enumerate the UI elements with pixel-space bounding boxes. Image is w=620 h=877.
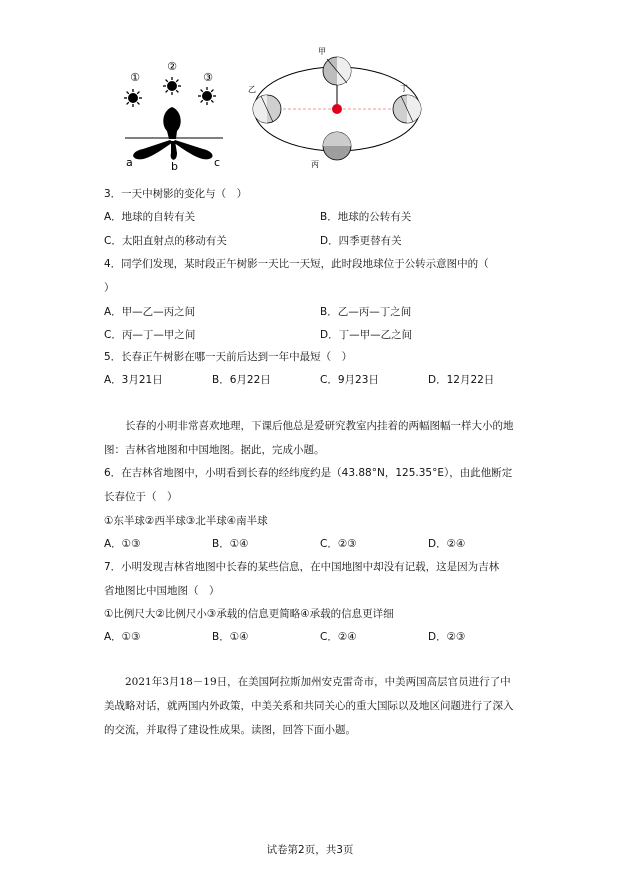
- orbit-label-yi: 乙: [248, 85, 256, 94]
- q4-option-a: A．甲—乙—丙之间: [104, 306, 196, 318]
- q5-option-c: C．9月23日: [320, 374, 379, 386]
- q4-option-c: C．丙—丁—甲之间: [104, 329, 196, 341]
- q6-stem-line2: 长春位于（ ）: [104, 491, 178, 503]
- sun-icon-2: [163, 77, 181, 95]
- q3-option-d: D．四季更替有关: [320, 235, 402, 247]
- passage-china-us-dialogue: 2021年3月18－19日，在美国阿拉斯加州安克雷奇市，中美两国高层官员进行了中美战略对话，就两国内外政策，中美关系和共同关心的重大国际以及地区问题进行了深入的交流，并取得了建设性成果。读图，回答下面小题。: [104, 676, 514, 736]
- q5-option-b: B．6月22日: [212, 374, 271, 386]
- sun-dot: [332, 104, 342, 114]
- q7-option-b: B．①④: [212, 631, 249, 643]
- q6-stem-line1: 6．在吉林省地图中，小明看到长春的经纬度约是（43.88°N，125.35°E），由此他断定: [104, 467, 513, 479]
- q6-option-b: B．①④: [212, 538, 249, 550]
- q6-option-a: A．①③: [104, 538, 141, 550]
- sun-label-2: ②: [167, 60, 177, 73]
- orbit-label-bing: 丙: [311, 160, 319, 169]
- q3-option-b: B．地球的公转有关: [320, 211, 412, 223]
- q7-stem-line2: 省地图比中国地图（ ）: [104, 585, 220, 597]
- earth-orbit-diagram: [253, 57, 421, 160]
- sun-label-3: ③: [203, 71, 213, 84]
- sun-label-1: ①: [130, 71, 140, 84]
- q7-option-c: C．②④: [320, 631, 357, 643]
- q3-stem: 3．一天中树影的变化与（ ）: [104, 188, 248, 200]
- orbit-label-ding: 丁: [400, 84, 408, 93]
- q3-option-a: A．地球的自转有关: [104, 211, 196, 223]
- q6-choices: ①东半球②西半球③北半球④南半球: [104, 515, 268, 527]
- q4-option-b: B．乙—丙—丁之间: [320, 306, 412, 318]
- page-footer: 试卷第2页，共3页: [266, 844, 354, 856]
- sun-icon-3: [198, 87, 216, 105]
- q6-option-c: C．②③: [320, 538, 357, 550]
- q7-choices: ①比例尺大②比例尺小③承载的信息更简略④承载的信息更详细: [104, 608, 394, 620]
- q5-option-d: D．12月22日: [428, 374, 495, 386]
- q4-stem-line1: 4．同学们发现，某时段正午树影一天比一天短，此时段地球位于公转示意图中的（: [104, 258, 489, 270]
- q4-option-d: D．丁—甲—乙之间: [320, 329, 413, 341]
- sun-icon-1: [124, 89, 142, 107]
- q3-option-c: C．太阳直射点的移动有关: [104, 235, 227, 247]
- figure-sun-shadow-orbit: [115, 45, 445, 175]
- q7-option-d: D．②③: [428, 631, 466, 643]
- q5-option-a: A．3月21日: [104, 374, 163, 386]
- shadow-label-a: a: [126, 156, 133, 169]
- tree-shadow-diagram: [125, 107, 223, 160]
- q4-stem-line2: ）: [104, 282, 115, 294]
- q5-stem: 5．长春正午树影在哪一天前后达到一年中最短（ ）: [104, 351, 353, 363]
- orbit-label-jia: 甲: [318, 47, 326, 56]
- q7-option-a: A．①③: [104, 631, 141, 643]
- q7-stem-line1: 7．小明发现吉林省地图中长春的某些信息，在中国地图中却没有记载，这是因为吉林: [104, 561, 500, 573]
- shadow-label-c: c: [214, 156, 221, 169]
- shadow-label-b: b: [171, 160, 178, 173]
- passage-changchun: 长春的小明非常喜欢地理，下课后他总是爱研究教室内挂着的两幅图幅一样大小的地图：吉林省地图和中国地图。据此，完成小题。: [104, 420, 514, 456]
- q6-option-d: D．②④: [428, 538, 466, 550]
